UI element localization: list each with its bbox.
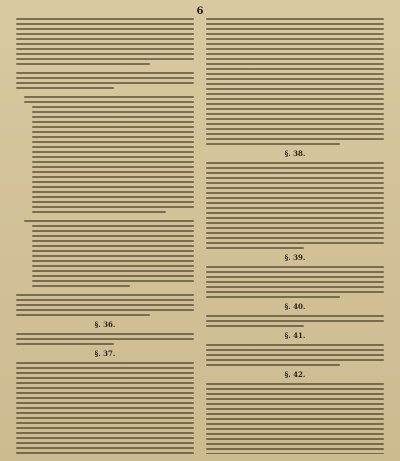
text-block [206, 18, 384, 145]
page-number: 6 [196, 6, 204, 17]
section-heading: §. 39. [284, 253, 306, 262]
right-column [206, 18, 384, 454]
text-block [16, 362, 194, 454]
text-block [16, 333, 194, 345]
text-block [206, 162, 384, 249]
text-block [206, 266, 384, 298]
text-block [206, 315, 384, 327]
section-heading: §. 38. [284, 149, 306, 158]
section-heading: §. 37. [94, 349, 116, 358]
section-heading: §. 42. [284, 370, 306, 379]
text-block [206, 383, 384, 454]
text-block [206, 344, 384, 366]
section-heading: §. 40. [284, 302, 306, 311]
left-column [16, 18, 194, 454]
section-heading: §. 36. [94, 320, 116, 329]
section-heading: §. 41. [284, 331, 306, 340]
text-block [16, 18, 194, 316]
